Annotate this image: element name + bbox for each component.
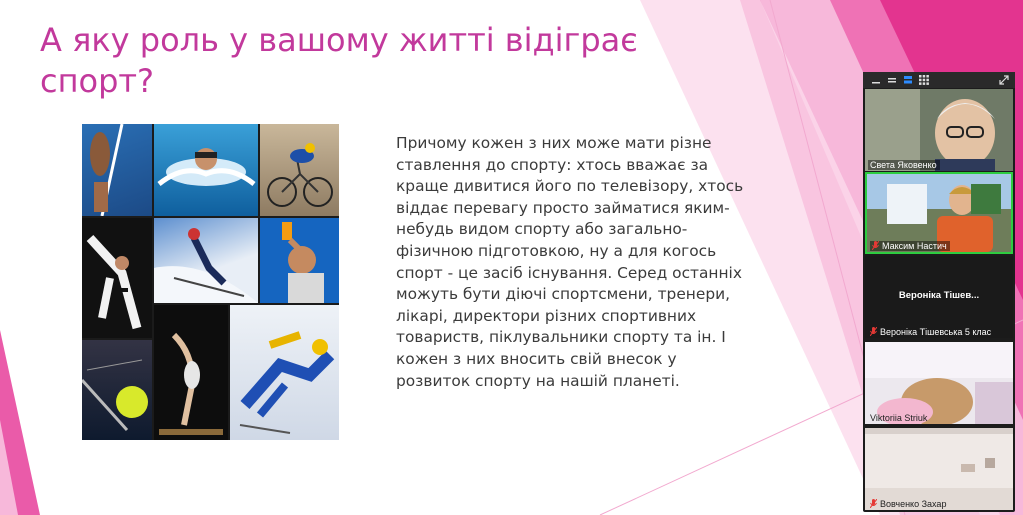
body-line: розвиток спорту на нашій планеті. bbox=[396, 371, 680, 390]
body-line: фізичною підготовкою, ну а для когось bbox=[396, 241, 717, 260]
cyclist-photo bbox=[260, 124, 339, 216]
participant-name-label bbox=[868, 499, 949, 509]
video-panel-toolbar bbox=[863, 72, 1015, 88]
muted-mic-icon bbox=[870, 327, 877, 336]
swimmer-photo bbox=[154, 124, 258, 216]
participant-video-tile[interactable] bbox=[865, 89, 1013, 171]
gymnast-photo bbox=[154, 305, 228, 440]
body-line: небудь видом спорту або загально- bbox=[396, 220, 688, 239]
drinking-athlete-photo bbox=[260, 218, 339, 303]
speaker-view-icon[interactable] bbox=[903, 75, 913, 85]
participant-name-label bbox=[870, 241, 950, 251]
participant-name-label bbox=[868, 413, 930, 423]
participant-name: Вероніка Тішевська 5 клас bbox=[880, 327, 992, 337]
body-line: товариств, піклувальники спорту та ін. І bbox=[396, 328, 726, 347]
speed-skaters-photo bbox=[230, 305, 339, 440]
participant-name: Вовченко Захар bbox=[880, 499, 947, 509]
participant-name: Максим Настич bbox=[882, 241, 947, 251]
slide-title-line-1: А яку роль у вашому житті відіграє bbox=[40, 21, 638, 59]
skier-photo bbox=[154, 218, 258, 303]
body-line: віддає перевагу просто займатися яким- bbox=[396, 198, 730, 217]
participant-video-tile[interactable] bbox=[865, 342, 1013, 424]
minimize-icon[interactable] bbox=[871, 75, 881, 85]
participant-video-feed bbox=[865, 89, 1013, 171]
expand-icon[interactable] bbox=[999, 75, 1009, 85]
participant-display-name: Вероніка Тішев... bbox=[898, 290, 980, 301]
participant-name-label bbox=[868, 327, 994, 337]
body-line: можуть бути діючі спортсмени, тренери, bbox=[396, 285, 730, 304]
gallery-view-icon[interactable] bbox=[887, 75, 897, 85]
taekwondo-photo bbox=[82, 218, 152, 338]
body-line: ставлення до спорту: хтось вважає за bbox=[396, 155, 709, 174]
tennis-player-photo bbox=[82, 124, 152, 216]
sports-collage-image bbox=[82, 124, 339, 440]
slide-title bbox=[40, 20, 680, 102]
participant-name: Viktoriia Striuk bbox=[870, 413, 928, 423]
body-line: краще дивитися його по телевізору, хтось bbox=[396, 177, 744, 196]
participant-video-tile[interactable] bbox=[865, 256, 1013, 338]
participant-name-label bbox=[868, 160, 940, 170]
tennis-ball-photo bbox=[82, 340, 152, 440]
body-line: лікарі, директори різних спортивних bbox=[396, 306, 697, 325]
body-line: кожен з них вносить свій внесок у bbox=[396, 349, 677, 368]
body-line: Причому кожен з них може мати різне bbox=[396, 134, 712, 152]
participant-video-feed bbox=[865, 428, 1013, 510]
participant-video-tile-active[interactable] bbox=[865, 172, 1013, 254]
muted-mic-icon bbox=[872, 241, 879, 250]
muted-mic-icon bbox=[870, 499, 877, 508]
slide-title-line-2: спорт? bbox=[40, 62, 155, 100]
participants-video-panel[interactable] bbox=[863, 72, 1015, 512]
slide-body-text bbox=[396, 133, 776, 392]
participant-video-feed bbox=[865, 342, 1013, 424]
participant-video-tile[interactable] bbox=[865, 428, 1013, 510]
grid-view-icon[interactable] bbox=[919, 75, 929, 85]
body-line: спорт - це засіб існування. Серед останніх bbox=[396, 263, 742, 282]
participant-name: Света Яковенко bbox=[870, 160, 937, 170]
